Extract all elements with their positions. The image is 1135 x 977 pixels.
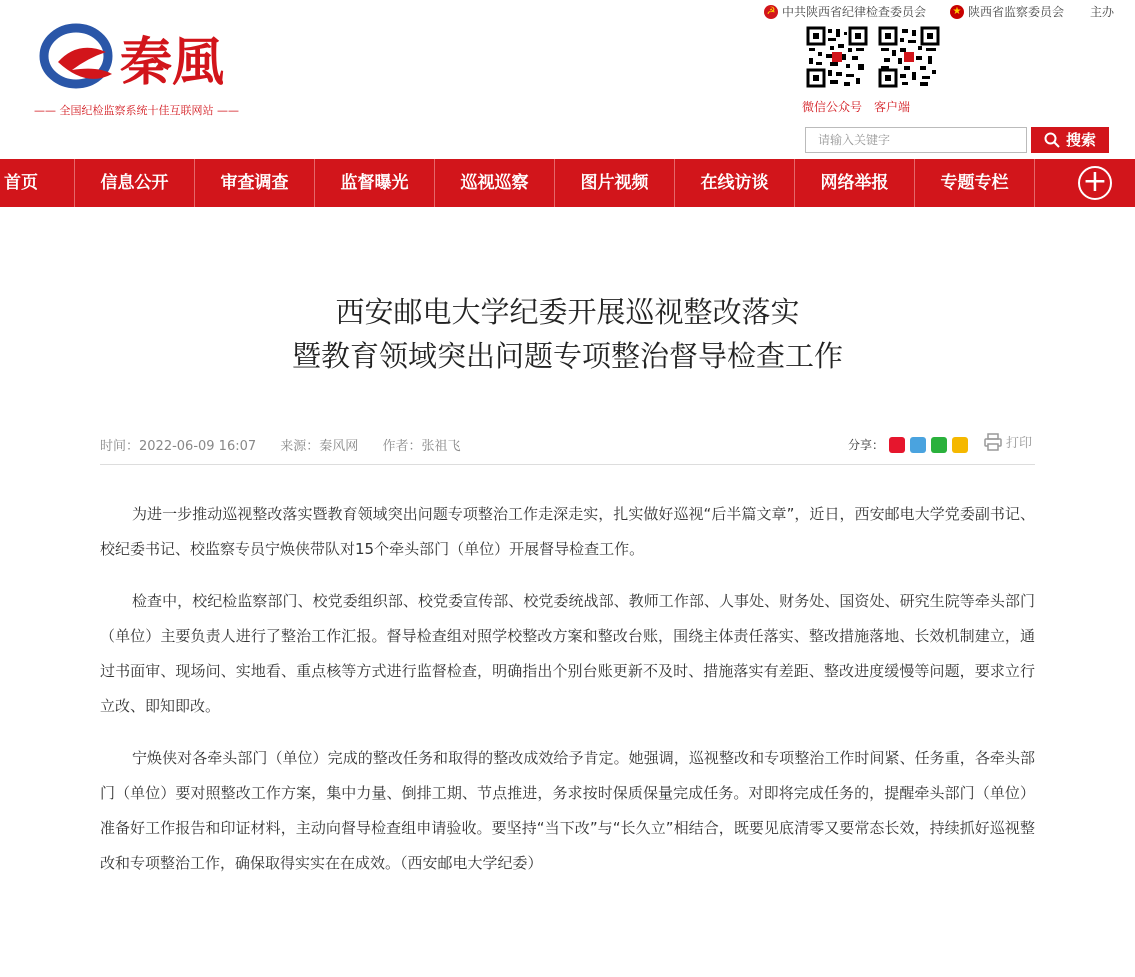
cpc-commission-label: 中共陕西省纪律检查委员会 <box>782 5 927 19</box>
nav-item-home[interactable]: 首页 <box>4 173 38 193</box>
nav-item-special-topics[interactable]: 专题专栏 <box>914 159 1034 207</box>
supervision-commission-link[interactable] <box>950 3 1064 20</box>
nav-item-online-report[interactable]: 网络举报 <box>794 159 914 207</box>
plus-icon[interactable]: + <box>1078 166 1112 200</box>
qr-code-icon <box>878 26 940 88</box>
article-paragraph: 宁焕侠对各牵头部门（单位）完成的整改任务和取得的整改成效给予肯定。她强调，巡视整改和专项整治工作时间紧、任务重，各牵头部门（单位）要对照整改工作方案，集中力量、倒排工期、节点推进，务求按时保质保量完成任务。对即将完成任务的，提醒牵头部门（单位）准备好工作报告和印证材料，主动向督导检查组申请验收。要坚持“当下改”与“长久立”相结合，既要见底清零又要常态长效，持续抓好巡视整改和专项整治工作，确保取得实实在在成效。（西安邮电大学纪委） <box>100 749 1035 872</box>
article-title <box>0 290 1135 378</box>
nav-item-photos-videos[interactable]: 图片视频 <box>554 159 674 207</box>
print-label: 打印 <box>1006 436 1033 451</box>
print-button[interactable] <box>984 432 1032 451</box>
article-title-line-1: 西安邮电大学纪委开展巡视整改落实 <box>335 295 800 329</box>
qinfeng-logo-icon <box>28 22 268 122</box>
qr-code-icon <box>806 26 868 88</box>
client-qr-caption: 客户端 <box>874 100 911 114</box>
host-label: 主办 <box>1090 5 1115 19</box>
national-emblem-icon: ★ <box>950 5 964 19</box>
nav-item-investigation[interactable]: 审查调查 <box>194 159 314 207</box>
logo-slogan: —— 全国纪检监察系统十佳互联网站 —— <box>34 104 239 117</box>
supervision-commission-label: 陕西省监察委员会 <box>968 5 1065 19</box>
search-button-label: 搜索 <box>1065 131 1096 149</box>
article-author: 作者：张祖飞 <box>382 439 461 454</box>
qr-code-area <box>800 26 950 121</box>
search-button[interactable] <box>1031 127 1109 153</box>
top-bar <box>0 0 1135 22</box>
wechat-qr-code[interactable] <box>806 26 868 88</box>
search-input[interactable]: 请输入关键字 <box>805 127 1027 153</box>
share-bar <box>848 436 968 453</box>
qq-share-icon[interactable] <box>910 437 926 453</box>
meta-divider <box>100 464 1035 465</box>
party-emblem-icon: ☭ <box>764 5 778 19</box>
printer-icon <box>984 433 1002 451</box>
wechat-qr-caption: 微信公众号 <box>802 100 863 114</box>
nav-item-supervision-exposure[interactable]: 监督曝光 <box>314 159 434 207</box>
nav-item-online-interview[interactable]: 在线访谈 <box>674 159 794 207</box>
article-body <box>100 497 1035 898</box>
logo-name: 秦風 <box>120 32 225 93</box>
site-logo[interactable] <box>28 22 268 122</box>
weibo-share-icon[interactable] <box>889 437 905 453</box>
client-qr-code[interactable] <box>878 26 940 88</box>
article-source: 来源：秦风网 <box>280 439 359 454</box>
search-icon <box>1044 132 1060 148</box>
article-paragraph: 检查中，校纪检监察部门、校党委组织部、校党委宣传部、校党委统战部、教师工作部、人事处、财务处、国资处、研究生院等牵头部门（单位）主要负责人进行了整治工作汇报。督导检查组对照学校整改方案和整改台账，围绕主体责任落实、整改措施落地、长效机制建立，通过书面审、现场问、实地看、重点核等方式进行监督检查，明确指出个别台账更新不及时、措施落实有差距、整改进度缓慢等问题，要求立行立改、即知即改。 <box>100 592 1035 715</box>
article-paragraph: 为进一步推动巡视整改落实暨教育领域突出问题专项整治工作走深走实，扎实做好巡视“后半篇文章”，近日，西安邮电大学党委副书记、校纪委书记、校监察专员宁焕侠带队对15个牵头部门（单位）开展督导检查工作。 <box>100 505 1035 558</box>
nav-item-info-disclosure[interactable]: 信息公开 <box>74 159 194 207</box>
cpc-commission-link[interactable] <box>764 3 926 20</box>
article-meta <box>100 435 480 454</box>
article-time: 时间：2022-06-09 16:07 <box>100 439 257 454</box>
article-title-line-2: 暨教育领域突出问题专项整治督导检查工作 <box>291 339 843 373</box>
nav-item-inspection[interactable]: 巡视巡察 <box>434 159 554 207</box>
qzone-share-icon[interactable] <box>952 437 968 453</box>
share-label: 分享： <box>848 438 885 452</box>
main-nav <box>0 159 1135 207</box>
wechat-share-icon[interactable] <box>931 437 947 453</box>
